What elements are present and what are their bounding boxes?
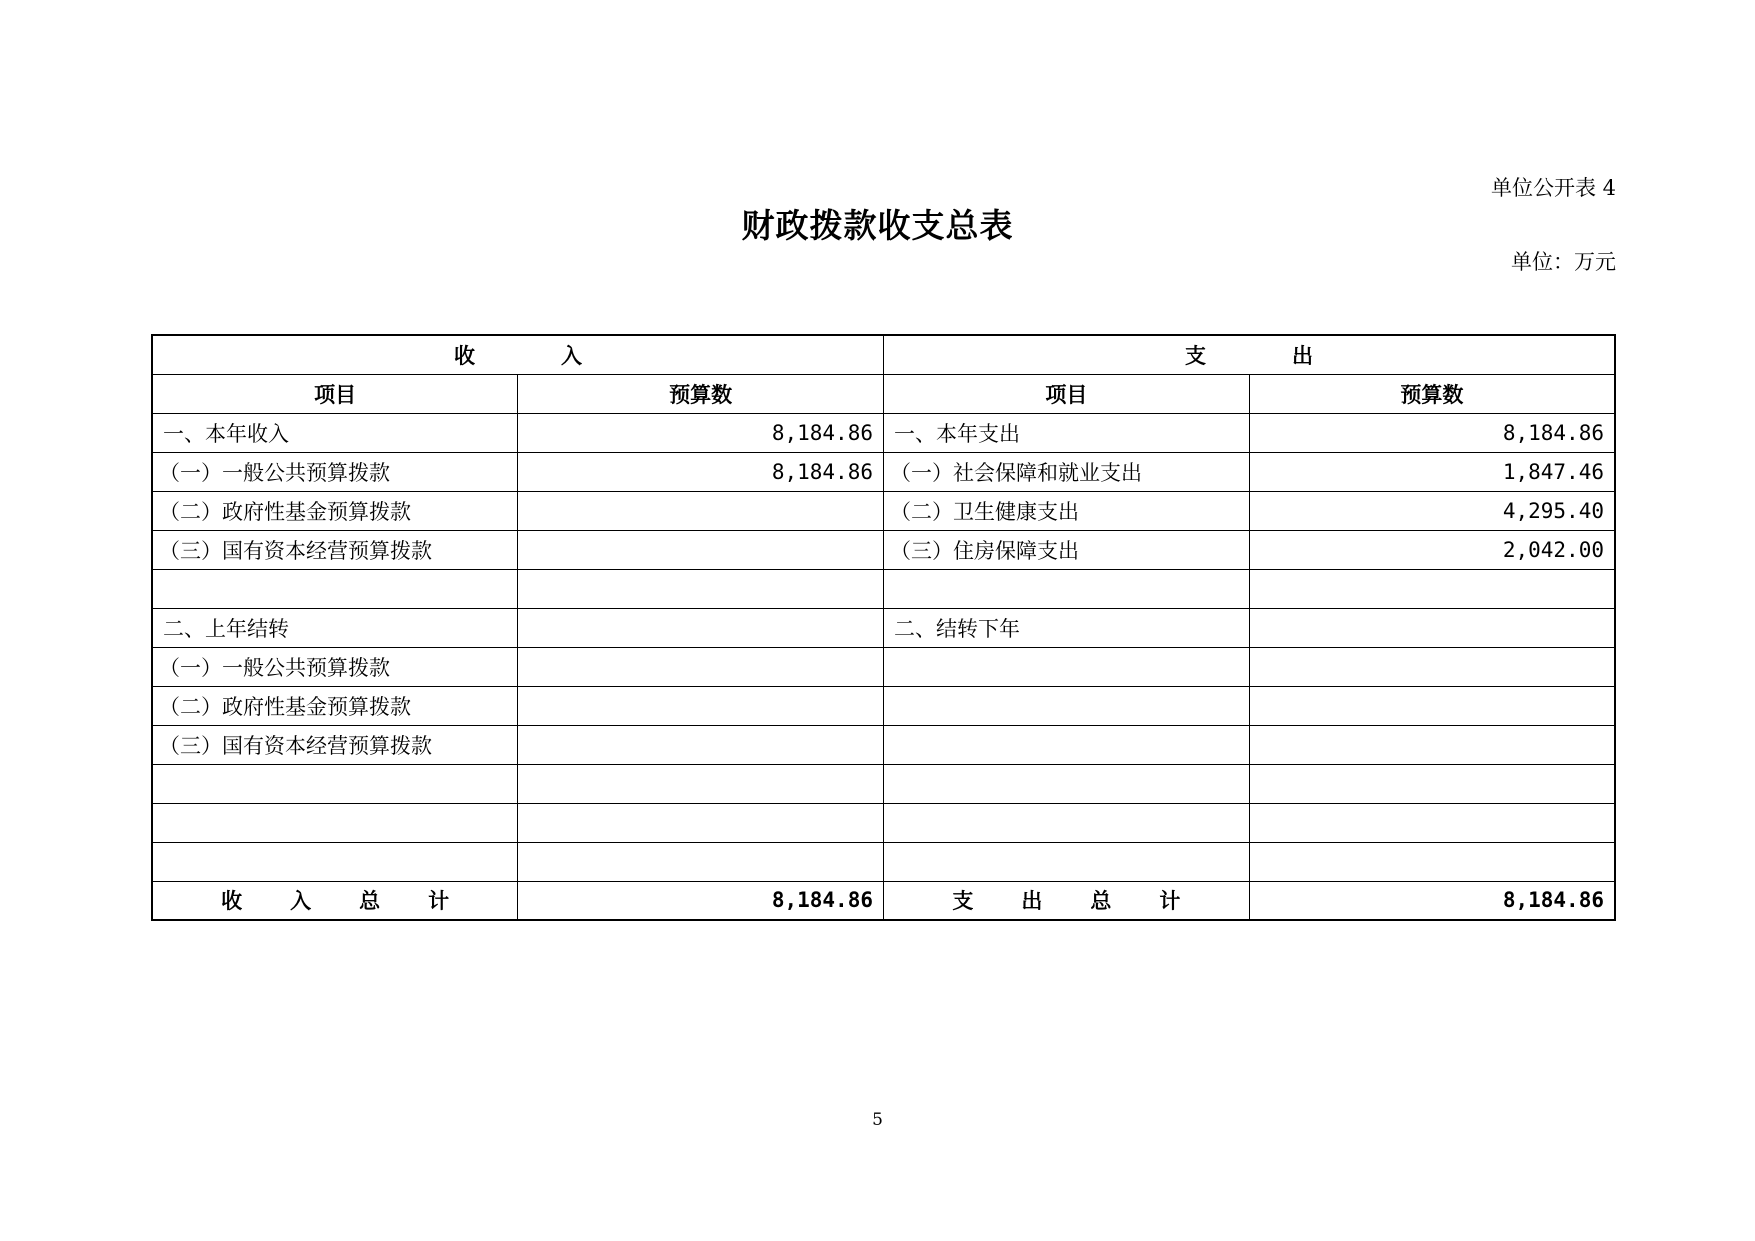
page-title: 财政拨款收支总表 (741, 206, 1014, 245)
table-row (152, 530, 1615, 569)
expense-item: 二、结转下年 (884, 608, 1250, 647)
income-value (518, 803, 884, 842)
income-item (152, 803, 518, 842)
expense-value (1249, 608, 1615, 647)
expense-value: 4,295.40 (1249, 491, 1615, 530)
unit-label: 单位：万元 (1511, 250, 1616, 274)
table-row (152, 491, 1615, 530)
income-value (518, 842, 884, 881)
income-total-value: 8,184.86 (518, 881, 884, 920)
expense-item (884, 569, 1250, 608)
expense-section-header: 支出 (884, 335, 1616, 374)
section-header-row (152, 335, 1615, 374)
table-row (152, 803, 1615, 842)
table-id-label: 单位公开表 4 (1490, 176, 1616, 200)
income-value (518, 764, 884, 803)
total-row (152, 881, 1615, 920)
income-value (518, 608, 884, 647)
income-item: （一）一般公共预算拨款 (152, 647, 518, 686)
expense-value (1249, 647, 1615, 686)
table-row (152, 647, 1615, 686)
expense-value: 2,042.00 (1249, 530, 1615, 569)
expense-item (884, 842, 1250, 881)
expense-item-header: 项目 (884, 374, 1250, 413)
table-row (152, 764, 1615, 803)
expense-value (1249, 725, 1615, 764)
expense-value (1249, 842, 1615, 881)
expense-value (1249, 569, 1615, 608)
table-row (152, 452, 1615, 491)
expense-value: 8,184.86 (1249, 413, 1615, 452)
expense-total-label: 支出总计 (884, 881, 1250, 920)
income-item: 一、本年收入 (152, 413, 518, 452)
income-section-header: 收入 (152, 335, 884, 374)
expense-total-value: 8,184.86 (1249, 881, 1615, 920)
income-value (518, 725, 884, 764)
income-item: （三）国有资本经营预算拨款 (152, 725, 518, 764)
expense-budget-header: 预算数 (1249, 374, 1615, 413)
income-budget-header: 预算数 (518, 374, 884, 413)
income-value (518, 491, 884, 530)
income-item: （二）政府性基金预算拨款 (152, 491, 518, 530)
income-item-header: 项目 (152, 374, 518, 413)
table-row (152, 608, 1615, 647)
income-item (152, 764, 518, 803)
income-item: （三）国有资本经营预算拨款 (152, 530, 518, 569)
page-number: 5 (872, 1110, 883, 1130)
expense-item (884, 803, 1250, 842)
income-item: （一）一般公共预算拨款 (152, 452, 518, 491)
income-value: 8,184.86 (518, 452, 884, 491)
table-row (152, 725, 1615, 764)
table-row (152, 413, 1615, 452)
income-value (518, 530, 884, 569)
table-row (152, 686, 1615, 725)
expense-item: （三）住房保障支出 (884, 530, 1250, 569)
income-value: 8,184.86 (518, 413, 884, 452)
table-row (152, 842, 1615, 881)
column-header-row (152, 374, 1615, 413)
expense-item: （二）卫生健康支出 (884, 491, 1250, 530)
income-item (152, 842, 518, 881)
expense-value: 1,847.46 (1249, 452, 1615, 491)
expense-item (884, 647, 1250, 686)
income-item: （二）政府性基金预算拨款 (152, 686, 518, 725)
table-row (152, 569, 1615, 608)
expense-item (884, 686, 1250, 725)
income-item (152, 569, 518, 608)
expense-value (1249, 686, 1615, 725)
income-value (518, 647, 884, 686)
expense-item: （一）社会保障和就业支出 (884, 452, 1250, 491)
income-total-label: 收入总计 (152, 881, 518, 920)
income-value (518, 686, 884, 725)
income-item: 二、上年结转 (152, 608, 518, 647)
expense-value (1249, 803, 1615, 842)
expense-item (884, 764, 1250, 803)
income-value (518, 569, 884, 608)
expense-item: 一、本年支出 (884, 413, 1250, 452)
finance-table (151, 334, 1616, 921)
expense-item (884, 725, 1250, 764)
expense-value (1249, 764, 1615, 803)
